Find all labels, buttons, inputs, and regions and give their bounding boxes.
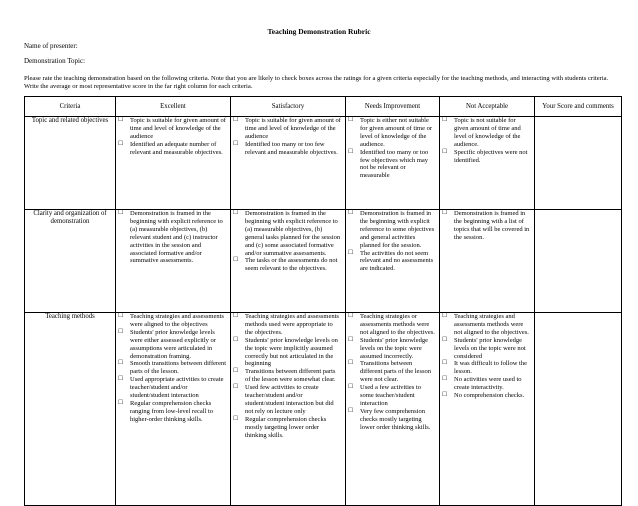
criterion-text: The activities do not seem relevant and no assessments are indicated. — [360, 249, 434, 273]
criterion-item — [442, 392, 531, 400]
criterion-text: Demonstration is framed in the beginning with explicit reference to (a) measurable objectives, (b) relevant student and (c) instructor activities in the session and associated formative and/or summative assessments. — [130, 210, 223, 265]
criterion-item — [442, 337, 531, 361]
checkbox-icon[interactable]: ☐ — [348, 384, 354, 391]
checkbox-icon[interactable]: ☐ — [233, 313, 239, 319]
criterion-text: Teaching strategies and assessments were aligned to the objectives — [130, 313, 224, 328]
criterion-text: Very few comprehension checks mostly targeting lower order thinking skills. — [360, 407, 431, 431]
criterion-text: Regular comprehension checks ranging from low-level recall to higher-order thinking skills. — [130, 399, 214, 423]
criterion-text: Used few activities to create teacher/student and/or student/student interaction but did not rely on lecture only — [245, 384, 334, 415]
checkbox-icon[interactable]: ☐ — [348, 148, 354, 155]
criterion-item — [348, 210, 436, 250]
criterion-item — [442, 360, 531, 376]
criterion-text: Transitions between different parts of the lesson were somewhat clear. — [245, 368, 336, 384]
checkbox-icon[interactable]: ☐ — [233, 140, 239, 147]
criterion-text: Used a few activities to some teacher/student interaction — [360, 384, 422, 407]
criterion-item — [118, 360, 227, 376]
criterion-item — [442, 117, 531, 149]
criterion-text: Students' prior knowledge levels on the topic were not considered — [454, 336, 526, 360]
checkbox-icon[interactable]: ☐ — [118, 117, 124, 123]
rating-cell-satisfactory — [231, 313, 346, 506]
criterion-text: Used appropriate activities to create teacher/student and/or student/student interaction — [130, 376, 224, 400]
rubric-row — [25, 117, 622, 210]
criterion-text: No activities were used to create interactivity. — [454, 376, 522, 392]
rating-cell-not-acceptable — [440, 313, 535, 506]
criterion-text: Demonstration is framed in the beginning with a list of topics that will be covered in the session. — [454, 210, 530, 241]
checkbox-icon[interactable]: ☐ — [118, 328, 124, 335]
rating-cell-excellent — [116, 117, 231, 210]
criterion-text: Topic is suitable for given amount of time and level of knowledge of the audience — [245, 117, 341, 140]
criterion-item — [348, 313, 436, 337]
criteria-cell: Teaching methods — [25, 313, 116, 506]
criterion-text: Identified an adequate number of relevant and measurable objectives. — [130, 140, 223, 156]
checkbox-icon[interactable]: ☐ — [442, 210, 448, 216]
criterion-item — [442, 149, 531, 165]
rating-instructions: Please rate the teaching demonstration based on the following criteria. Note that you are likely to check boxes across the ratings for a given criteria especially for the teaching methods, and interacting with students criteria. Write the average or most representative score in the far right column for each criteria. — [24, 75, 609, 91]
criterion-text: Topic is suitable for given amount of time and level of knowledge of the audience — [130, 117, 226, 140]
criterion-item — [348, 360, 436, 384]
criterion-item — [233, 337, 342, 369]
checkbox-icon[interactable]: ☐ — [348, 360, 354, 367]
checkbox-icon[interactable]: ☐ — [348, 210, 354, 216]
criterion-item — [348, 384, 436, 408]
criterion-item — [118, 400, 227, 424]
rating-cell-needs-improvement — [346, 313, 440, 506]
criterion-text: Topic is not suitable for given amount of time and level of knowledge of the audience. — [454, 117, 521, 148]
criterion-item — [233, 313, 342, 337]
criterion-text: Identified too many or too few objectives which may not be relevant or measurable — [360, 148, 429, 180]
rating-cell-satisfactory — [231, 117, 346, 210]
score-comments-cell[interactable] — [535, 313, 622, 506]
criterion-text: Topic is either not suitable for given amount of time or level of knowledge of the audience. — [360, 117, 433, 148]
rubric-header-row — [25, 97, 622, 117]
rating-cell-not-acceptable — [440, 117, 535, 210]
criterion-item — [118, 210, 227, 265]
checkbox-icon[interactable]: ☐ — [442, 117, 448, 123]
criterion-text: Teaching strategies and assessments methods were not aligned to the objectives. — [454, 313, 529, 336]
checkbox-icon[interactable]: ☐ — [348, 407, 354, 414]
checkbox-icon[interactable]: ☐ — [118, 399, 124, 406]
checkbox-icon[interactable]: ☐ — [348, 117, 354, 123]
checkbox-icon[interactable]: ☐ — [442, 148, 448, 155]
criterion-text: Regular comprehension checks mostly targeting lower order thinking skills. — [245, 415, 327, 439]
checkbox-icon[interactable]: ☐ — [442, 392, 448, 399]
criterion-text: Teaching strategies and assessments methods used were appropriate to the objectives. — [245, 313, 339, 336]
criterion-text: Students' prior knowledge levels on the topic were assumed incorrectly. — [360, 336, 428, 360]
criterion-item — [348, 337, 436, 361]
score-comments-cell[interactable] — [535, 210, 622, 313]
rubric-table — [24, 96, 622, 506]
rubric-row — [25, 313, 622, 506]
criterion-text: The tasks or the assessments do not seem relevant to the objectives. — [245, 257, 338, 273]
checkbox-icon[interactable]: ☐ — [233, 210, 239, 216]
criterion-item — [118, 117, 227, 141]
header-needs-improvement: Needs Improvement — [346, 97, 440, 117]
criterion-item — [233, 117, 342, 141]
criterion-item — [118, 141, 227, 157]
presenter-name-label: Name of presenter: — [24, 42, 78, 50]
header-excellent: Excellent — [116, 97, 231, 117]
criterion-text: It was difficult to follow the lesson. — [454, 360, 527, 376]
document-title: Teaching Demonstration Rubric — [267, 27, 371, 36]
header-score-comments: Your Score and comments — [535, 97, 622, 117]
rating-cell-not-acceptable — [440, 210, 535, 313]
header-not-acceptable: Not Acceptable — [440, 97, 535, 117]
rating-cell-satisfactory — [231, 210, 346, 313]
criterion-item — [233, 257, 342, 273]
criterion-text: Identified too many or too few relevant and measurable objectives. — [245, 140, 338, 156]
rating-cell-excellent — [116, 210, 231, 313]
criterion-text: Transitions between different parts of the lesson were not clear. — [360, 360, 431, 384]
score-comments-cell[interactable] — [535, 117, 622, 210]
criterion-item — [118, 329, 227, 361]
checkbox-icon[interactable]: ☐ — [348, 336, 354, 343]
checkbox-icon[interactable]: ☐ — [118, 313, 124, 319]
criteria-cell: Topic and related objectives — [25, 117, 116, 210]
criterion-text: Teaching strategies or assessments methods were not aligned to the objectives. — [360, 313, 435, 336]
checkbox-icon[interactable]: ☐ — [233, 384, 239, 391]
criterion-item — [233, 368, 342, 384]
checkbox-icon[interactable]: ☐ — [233, 257, 239, 264]
checkbox-icon[interactable]: ☐ — [233, 368, 239, 375]
criterion-text: No comprehension checks. — [454, 392, 525, 400]
criterion-item — [118, 313, 227, 329]
criterion-text: Demonstration is framed in the beginning with explicit reference to some objectives and general activities planned for the session. — [360, 210, 435, 249]
rubric-row — [25, 210, 622, 313]
header-satisfactory: Satisfactory — [231, 97, 346, 117]
checkbox-icon[interactable]: ☐ — [442, 360, 448, 367]
checkbox-icon[interactable]: ☐ — [348, 313, 354, 319]
header-criteria: Criteria — [25, 97, 116, 117]
checkbox-icon[interactable]: ☐ — [118, 140, 124, 147]
criterion-item — [348, 250, 436, 274]
checkbox-icon[interactable]: ☐ — [118, 210, 124, 216]
criterion-item — [348, 408, 436, 432]
checkbox-icon[interactable]: ☐ — [442, 313, 448, 319]
rating-cell-needs-improvement — [346, 117, 440, 210]
criterion-item — [348, 149, 436, 181]
criterion-item — [442, 313, 531, 337]
criterion-item — [118, 376, 227, 400]
criterion-item — [442, 210, 531, 242]
rating-cell-needs-improvement — [346, 210, 440, 313]
criterion-item — [442, 376, 531, 392]
checkbox-icon[interactable]: ☐ — [118, 360, 124, 367]
checkbox-icon[interactable]: ☐ — [442, 376, 448, 383]
checkbox-icon[interactable]: ☐ — [233, 336, 239, 343]
checkbox-icon[interactable]: ☐ — [233, 415, 239, 422]
checkbox-icon[interactable]: ☐ — [233, 117, 239, 123]
criterion-text: Students' prior knowledge levels on the topic were implicitly assumed correctly but not articulated in the beginning — [245, 336, 338, 368]
criterion-item — [233, 141, 342, 157]
checkbox-icon[interactable]: ☐ — [348, 249, 354, 256]
criterion-text: Demonstration is framed in the beginning with explicit reference to (a) measurable objectives, (b) general tasks planned for the session and (c) some associated formative and/or summative assessments. — [245, 210, 341, 257]
criterion-item — [348, 117, 436, 149]
criterion-text: Students' prior knowledge levels were either assessed explicitly or assumptions were articulated in demonstration framing. — [130, 328, 216, 360]
criterion-item — [233, 384, 342, 416]
demonstration-topic-label: Demonstration Topic: — [24, 57, 86, 65]
rating-cell-excellent — [116, 313, 231, 506]
criteria-cell: Clarity and organization of demonstration — [25, 210, 116, 313]
checkbox-icon[interactable]: ☐ — [118, 376, 124, 383]
criterion-item — [233, 416, 342, 440]
criterion-text: Specific objectives were not identified. — [454, 148, 528, 164]
criterion-item — [233, 210, 342, 257]
checkbox-icon[interactable]: ☐ — [442, 336, 448, 343]
criterion-text: Smooth transitions between different parts of the lesson. — [130, 360, 227, 376]
